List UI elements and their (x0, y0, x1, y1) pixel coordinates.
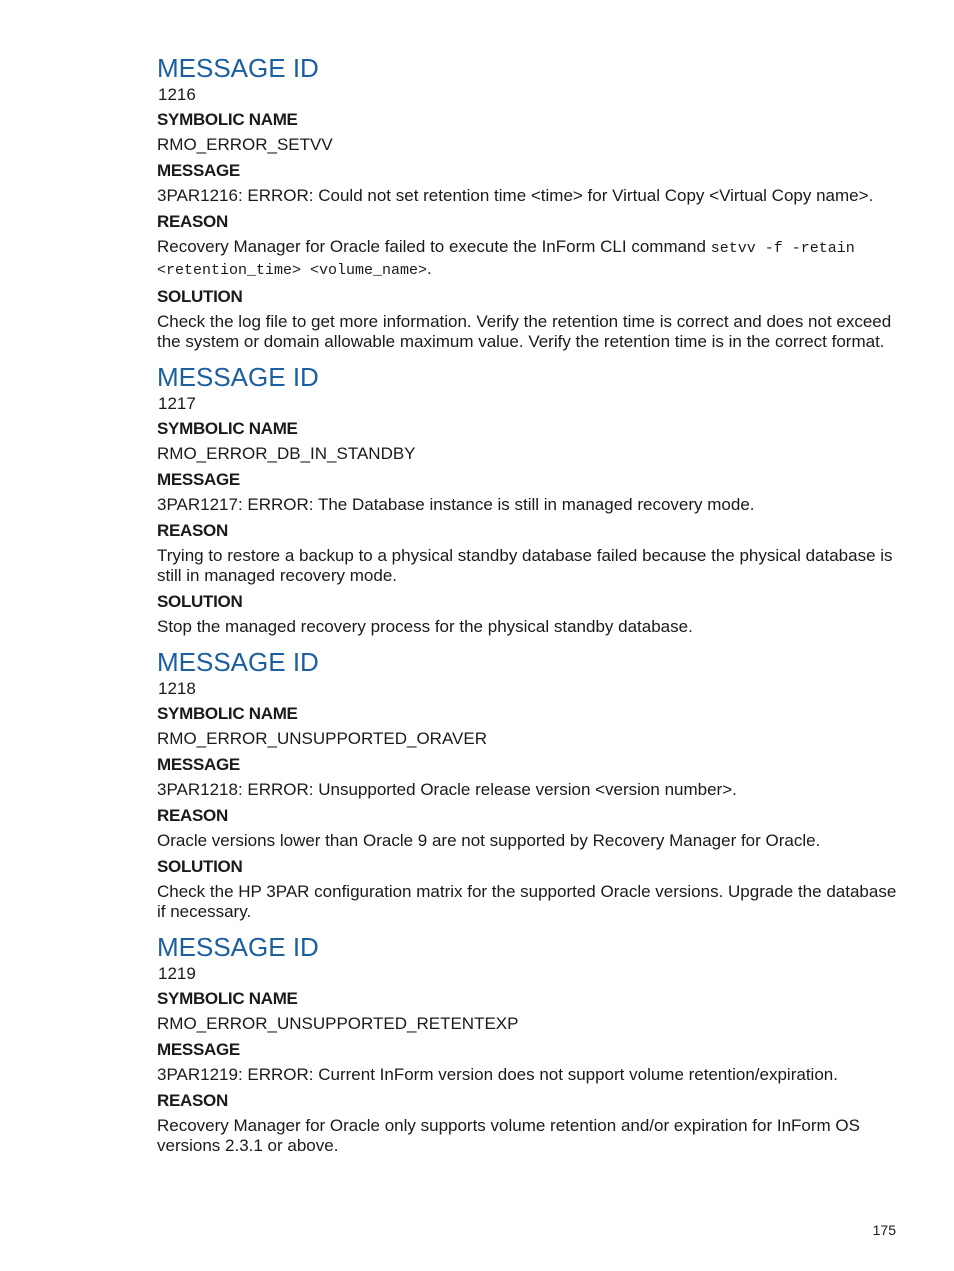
reason-label: REASON (157, 806, 228, 825)
message-id-value: 1217 (158, 394, 196, 413)
reason-text: Trying to restore a backup to a physical standby database failed because the physical database is still in managed recovery mode. (157, 546, 893, 585)
reason-label: REASON (157, 1091, 228, 1110)
reason-text-suffix: . (427, 259, 432, 278)
message-id-heading: MESSAGE ID (157, 647, 319, 677)
symbolic-name-value: RMO_ERROR_DB_IN_STANDBY (157, 444, 416, 463)
symbolic-name-label: SYMBOLIC NAME (157, 110, 298, 129)
message-label: MESSAGE (157, 470, 240, 489)
message-id-heading: MESSAGE ID (157, 362, 319, 392)
message-id-value: 1218 (158, 679, 196, 698)
symbolic-name-label: SYMBOLIC NAME (157, 989, 298, 1008)
message-id-heading: MESSAGE ID (157, 932, 319, 962)
message-label: MESSAGE (157, 161, 240, 180)
solution-text: Check the HP 3PAR configuration matrix for the supported Oracle versions. Upgrade the database if necessary. (157, 882, 897, 921)
message-text: 3PAR1216: ERROR: Could not set retention time <time> for Virtual Copy <Virtual Copy name>. (157, 186, 874, 205)
symbolic-name-value: RMO_ERROR_UNSUPPORTED_ORAVER (157, 729, 487, 748)
symbolic-name-value: RMO_ERROR_SETVV (157, 135, 333, 154)
message-entry-1217 (157, 361, 902, 637)
cli-command-code: setvv -f -retain (710, 240, 855, 257)
solution-label: SOLUTION (157, 287, 243, 306)
reason-label: REASON (157, 212, 228, 231)
symbolic-name-label: SYMBOLIC NAME (157, 419, 298, 438)
reason-text (157, 237, 902, 281)
page-number: 175 (872, 1222, 896, 1238)
message-text: 3PAR1218: ERROR: Unsupported Oracle release version <version number>. (157, 780, 737, 799)
solution-label: SOLUTION (157, 857, 243, 876)
message-entry-1219 (157, 931, 902, 1156)
document-body (157, 52, 902, 1165)
message-id-value: 1219 (158, 964, 196, 983)
solution-text: Stop the managed recovery process for the physical standby database. (157, 617, 693, 636)
message-text: 3PAR1219: ERROR: Current InForm version does not support volume retention/expiration. (157, 1065, 838, 1084)
reason-text-prefix: Recovery Manager for Oracle failed to execute the InForm CLI command (157, 237, 711, 256)
reason-label: REASON (157, 521, 228, 540)
reason-text: Oracle versions lower than Oracle 9 are not supported by Recovery Manager for Oracle. (157, 831, 821, 850)
message-entry-1216 (157, 52, 902, 352)
symbolic-name-label: SYMBOLIC NAME (157, 704, 298, 723)
reason-text: Recovery Manager for Oracle only supports volume retention and/or expiration for InForm OS versions 2.3.1 or above. (157, 1116, 860, 1155)
message-id-heading: MESSAGE ID (157, 53, 319, 83)
message-entry-1218 (157, 646, 902, 922)
message-label: MESSAGE (157, 755, 240, 774)
message-text: 3PAR1217: ERROR: The Database instance is still in managed recovery mode. (157, 495, 755, 514)
cli-command-args: <retention_time> <volume_name> (157, 262, 428, 279)
solution-label: SOLUTION (157, 592, 243, 611)
message-id-value: 1216 (158, 85, 196, 104)
symbolic-name-value: RMO_ERROR_UNSUPPORTED_RETENTEXP (157, 1014, 519, 1033)
solution-text: Check the log file to get more information. Verify the retention time is correct and does not exceed the system or domain allowable maximum value. Verify the retention time is in the correct format. (157, 312, 892, 351)
message-label: MESSAGE (157, 1040, 240, 1059)
